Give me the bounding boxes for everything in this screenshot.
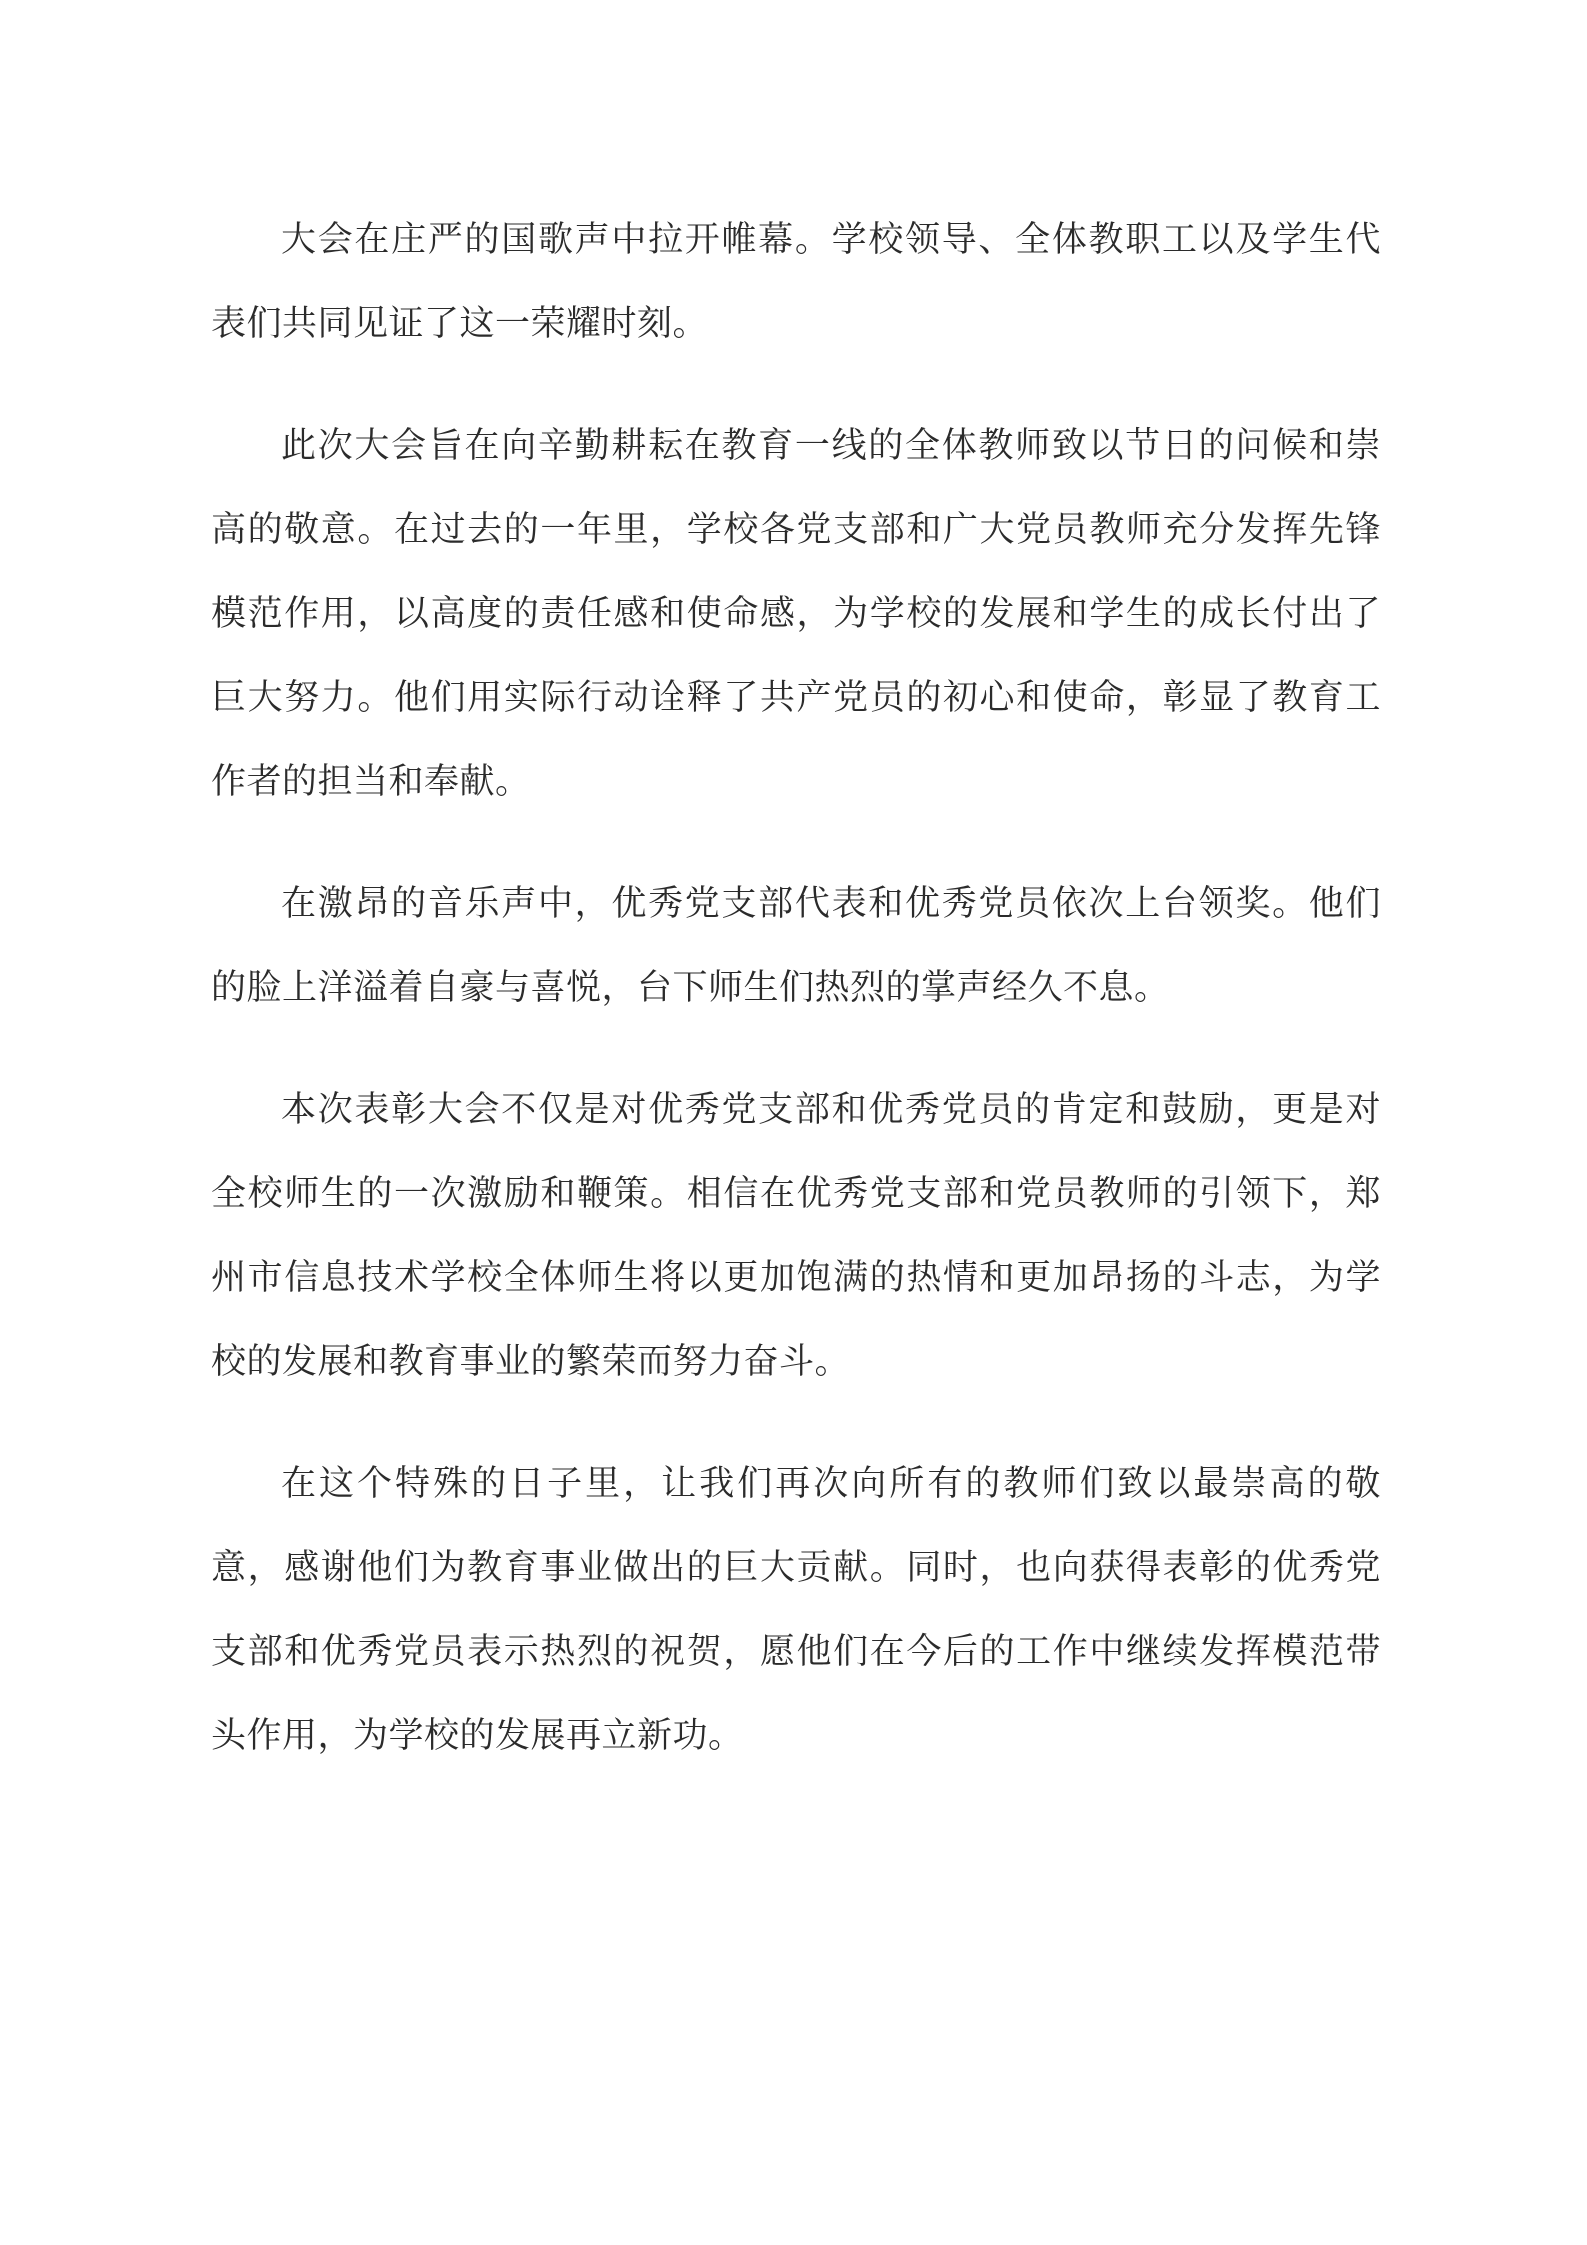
paragraph-4: 本次表彰大会不仅是对优秀党支部和优秀党员的肯定和鼓励，更是对全校师生的一次激励和鞭策。相信在优秀党支部和党员教师的引领下，郑州市信息技术学校全体师生将以更加饱满的热情和更加昂扬的斗志，为学校的发展和教育事业的繁荣而努力奋斗。 (211, 1090, 1381, 1382)
paragraph-5: 在这个特殊的日子里，让我们再次向所有的教师们致以最崇高的敬意，感谢他们为教育事业做出的巨大贡献。同时，也向获得表彰的优秀党支部和优秀党员表示热烈的祝贺，愿他们在今后的工作中继续发挥模范带头作用，为学校的发展再立新功。 (211, 1464, 1381, 1756)
paragraph-2: 此次大会旨在向辛勤耕耘在教育一线的全体教师致以节日的问候和崇高的敬意。在过去的一年里，学校各党支部和广大党员教师充分发挥先锋模范作用，以高度的责任感和使命感，为学校的发展和学生的成长付出了巨大努力。他们用实际行动诠释了共产党员的初心和使命，彰显了教育工作者的担当和奉献。 (211, 426, 1381, 802)
paragraph-1: 大会在庄严的国歌声中拉开帷幕。学校领导、全体教职工以及学生代表们共同见证了这一荣耀时刻。 (211, 220, 1381, 344)
document-body (211, 198, 1381, 1816)
paragraph-3: 在激昂的音乐声中，优秀党支部代表和优秀党员依次上台领奖。他们的脸上洋溢着自豪与喜悦，台下师生们热烈的掌声经久不息。 (211, 884, 1381, 1008)
